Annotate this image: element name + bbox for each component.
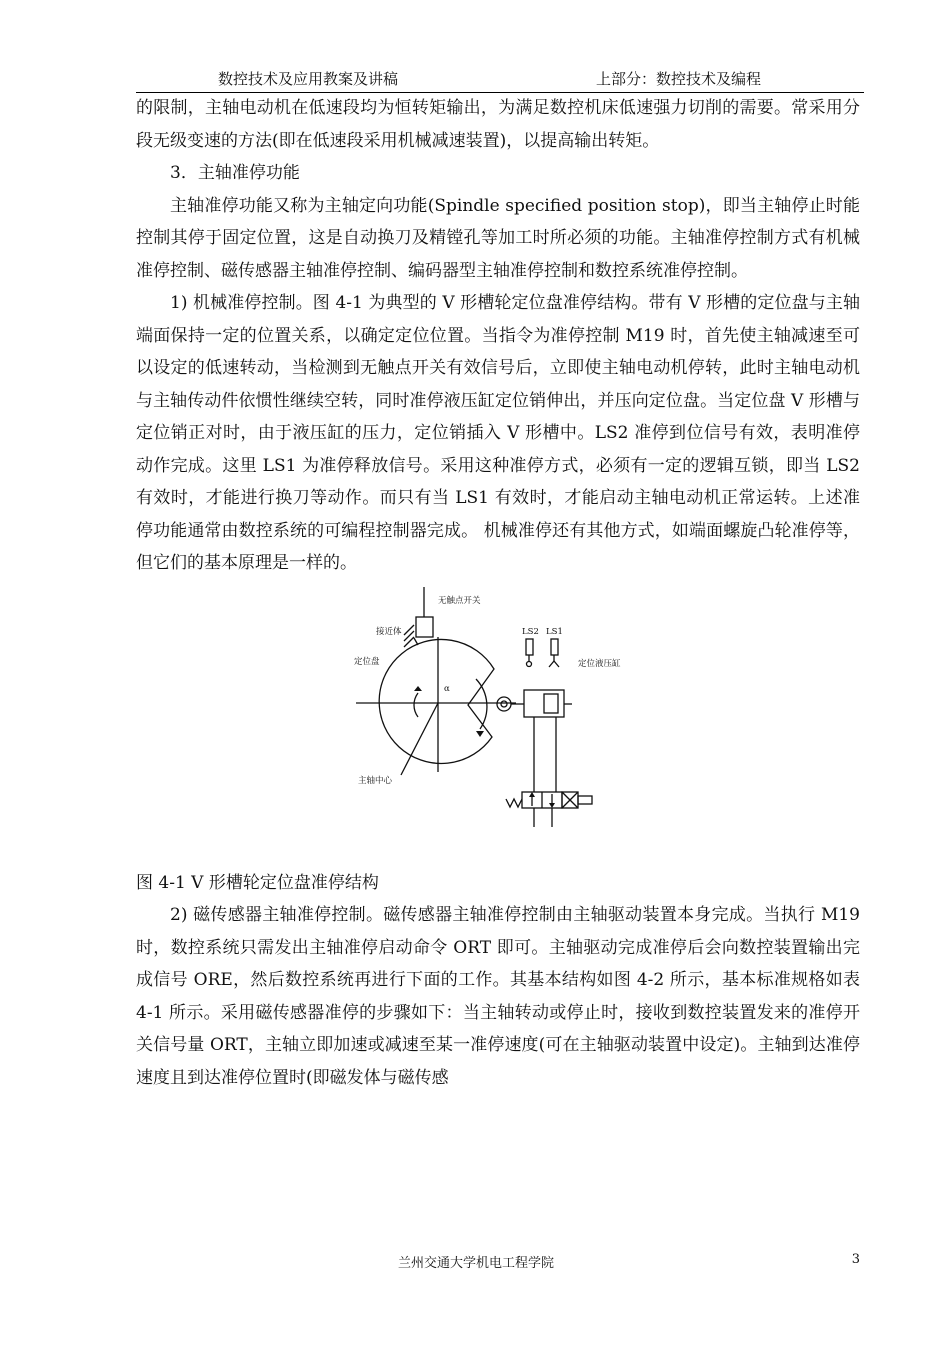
paragraph-spindle-orientation: 主轴准停功能又称为主轴定向功能(Spindle specified position stop)，即当主轴停止时能控制其停于固定位置，这是自动换刀及精镗孔等加工时所必须的功能。主轴准停控制方式有机械准停控制、磁传感器主轴准停控制、编码器型主轴准停控制和数控系统准停控制。 — [136, 195, 860, 281]
paragraph-continuation: 的限制，主轴电动机在低速段均为恒转矩输出，为满足数控机床低速强力切削的需要。常采用分段无级变速的方法(即在低速段采用机械减速装置)，以提高输出转矩。 — [136, 98, 860, 151]
label-disc: 定位盘 — [354, 656, 380, 667]
label-center: 主轴中心 — [358, 775, 393, 786]
ls1-switch — [551, 639, 558, 655]
label-alpha: α — [444, 683, 450, 694]
paragraph-magnetic-sensor: 2) 磁传感器主轴准停控制。磁传感器主轴准停控制由主轴驱动装置本身完成。当执行 M19 时，数控系统只需发出主轴准停启动命令 ORT 即可。主轴驱动完成准停后会向数控装置输出完成信号 ORE，然后数控系统再进行下面的工作。其基本结构如图 4-2 所示，基本标准规格如表 4-1 所示。采用磁传感器准停的步骤如下：当主轴转动或停止时，接收到数控装置发来的准停开关信号量 ORT，主轴立即加速或减速至某一准停速度(可在主轴驱动装置中设定)。主轴到达准停速度且到达准停位置时(即磁发体与磁传感 — [136, 905, 860, 1088]
rotation-arrow — [414, 693, 418, 717]
header-left: 数控技术及应用教案及讲稿 — [218, 70, 399, 88]
label-cylinder: 定位液压缸 — [578, 658, 621, 669]
positioning-disc — [379, 639, 494, 763]
footer-institution: 兰州交通大学机电工程学院 — [398, 1256, 555, 1271]
label-proximity: 接近体 — [376, 626, 402, 637]
page-header — [136, 68, 864, 93]
paragraph-mechanical-stop: 1) 机械准停控制。图 4-1 为典型的 V 形槽轮定位盘准停结构。带有 V 形槽的定位盘与主轴端面保持一定的位置关系，以确定定位位置。当指令为准停控制 M19 时，首先使主轴减速至可以设定的低速转动，当检测到无触点开关有效信号后，立即使主轴电动机停转，此时主轴电动机与主轴传动件依惯性继续空转，同时准停液压缸定位销伸出，并压向定位盘。当定位盘 V 形槽与定位销正对时，由于液压缸的压力，定位销插入 V 形槽中。LS2 准停到位信号有效，表明准停动作完成。这里 LS1 为准停释放信号。采用这种准停方式，必须有一定的逻辑互锁，即当 LS2 有效时，才能进行换刀等动作。而只有当 LS1 有效时，才能启动主轴电动机正常运转。上述准停功能通常由数控系统的可编程控制器完成。 机械准停还有其他方式，如端面螺旋凸轮准停等，但它们的基本原理是一样的。 — [136, 293, 860, 573]
label-ls2: LS2 — [522, 626, 539, 637]
proximity-switch — [416, 617, 433, 637]
locating-pin — [497, 697, 511, 711]
v-groove-diagram — [346, 587, 646, 857]
ls2-switch — [526, 639, 533, 655]
document-body — [136, 92, 860, 1094]
figure-4-1 — [136, 580, 860, 867]
page-number: 3 — [851, 1252, 860, 1267]
label-ls1: LS1 — [546, 626, 563, 637]
header-right: 上部分：数控技术及编程 — [596, 70, 762, 88]
label-switch: 无触点开关 — [438, 595, 481, 606]
section-heading: 3．主轴准停功能 — [170, 163, 300, 183]
figure-caption: 图 4-1 V 形槽轮定位盘准停结构 — [136, 872, 379, 893]
